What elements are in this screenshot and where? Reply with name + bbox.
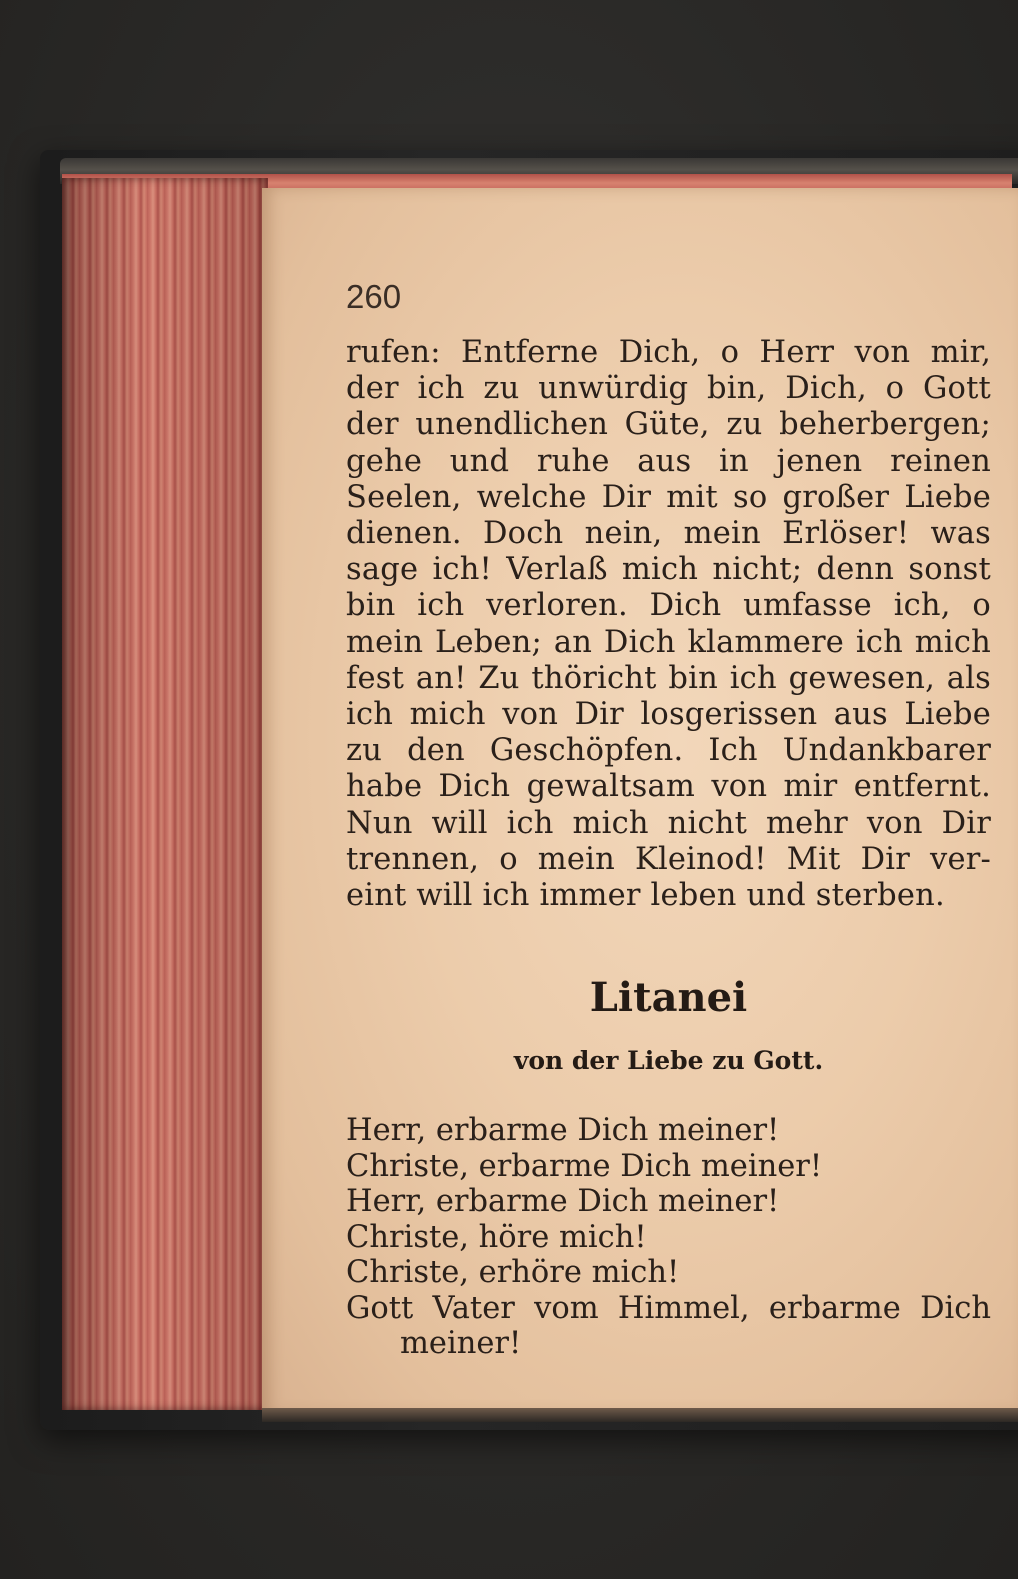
- paragraph-line: eint will ich immer leben und sterben.: [346, 878, 945, 914]
- paragraph-line: trennen, o mein Kleinod! Mit Dir ver-: [346, 841, 991, 877]
- litany-line: Christe, höre mich!: [346, 1219, 647, 1255]
- paragraph-line: dienen. Doch nein, mein Erlöser! was: [346, 516, 991, 552]
- prayer-paragraph: [346, 335, 991, 914]
- litany-line: Christe, erhöre mich!: [346, 1255, 680, 1291]
- page-text-block: [346, 280, 991, 1362]
- litany-line: [346, 1291, 991, 1327]
- paragraph-line: der unendlichen Güte, zu beherbergen;: [346, 407, 991, 443]
- page-number: 260: [346, 278, 402, 315]
- paragraph-line: Nun will ich mich nicht mehr von Dir: [346, 805, 991, 841]
- paragraph-line: der ich zu unwürdig bin, Dich, o Gott: [346, 371, 991, 407]
- section-subheading: von der Liebe zu Gott.: [513, 1046, 824, 1076]
- paragraph-line: ich mich von Dir losgerissen aus Liebe: [346, 697, 991, 733]
- litany-list: [346, 1113, 991, 1362]
- litany-line: Herr, erbarme Dich meiner!: [346, 1113, 780, 1149]
- page-bottom-edge: [262, 1408, 1018, 1422]
- paragraph-line: habe Dich gewaltsam von mir entfernt.: [346, 769, 991, 805]
- section-heading: Litanei: [589, 974, 748, 1022]
- litany-line: Christe, erbarme Dich meiner!: [346, 1148, 823, 1184]
- paragraph-line: sage ich! Verlaß mich nicht; denn sonst: [346, 552, 991, 588]
- paragraph-line: bin ich verloren. Dich umfasse ich, o: [346, 588, 991, 624]
- page-edges-red: [62, 178, 268, 1410]
- litany-line-continuation: meiner!: [400, 1326, 522, 1362]
- litany-line-text: Gott Vater vom Himmel, erbarme Dich: [346, 1290, 991, 1326]
- paragraph-line: rufen: Entferne Dich, o Herr von mir,: [346, 335, 991, 370]
- paragraph-line: Seelen, welche Dir mit so großer Liebe: [346, 479, 991, 515]
- paragraph-line: zu den Geschöpfen. Ich Undankbarer: [346, 733, 991, 769]
- paragraph-line: gehe und ruhe aus in jenen reinen: [346, 443, 991, 479]
- litany-line: Herr, erbarme Dich meiner!: [346, 1184, 780, 1220]
- paragraph-line: fest an! Zu thöricht bin ich gewesen, als: [346, 660, 991, 696]
- paragraph-line: mein Leben; an Dich klammere ich mich: [346, 624, 991, 660]
